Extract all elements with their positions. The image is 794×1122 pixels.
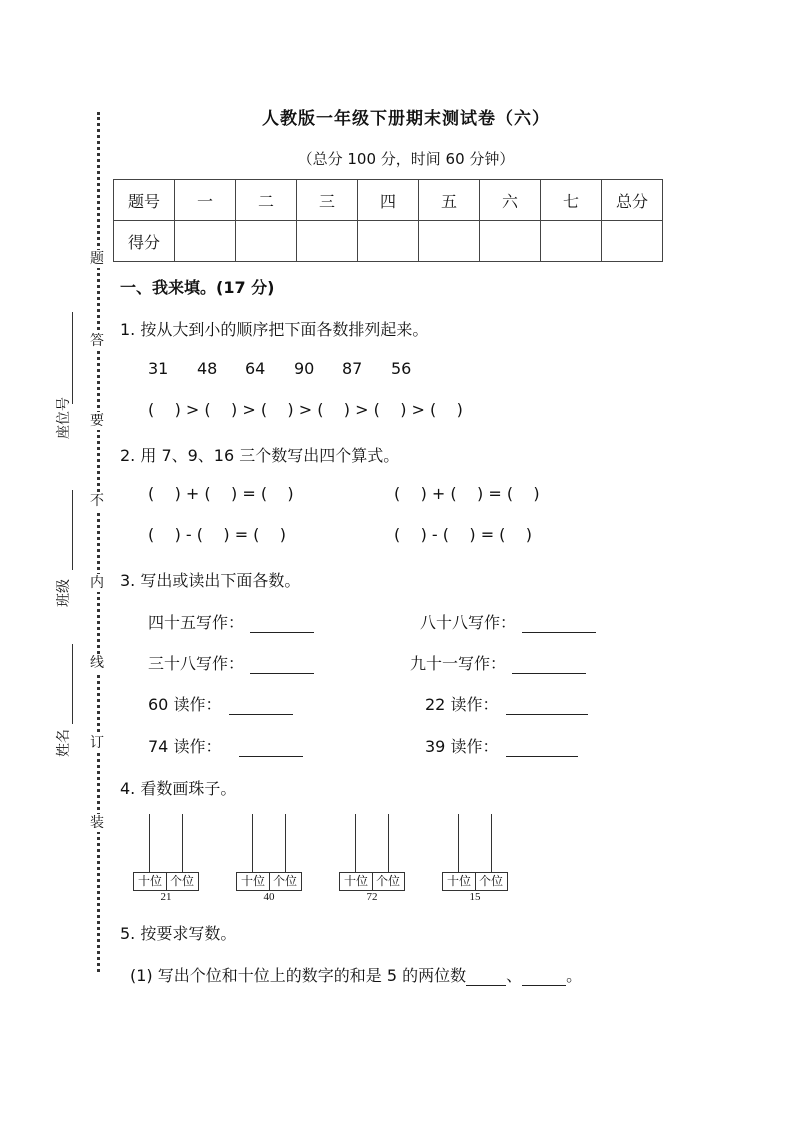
margin-char: 答 (86, 332, 108, 350)
margin-char: 装 (86, 814, 108, 832)
end-mark: 。 (566, 966, 583, 985)
answer-blank[interactable] (522, 613, 596, 633)
abacus-number: 72 (366, 891, 378, 903)
score-cell[interactable] (480, 221, 541, 262)
question-1-text: 1. 按从大到小的顺序把下面各数排列起来。 (120, 320, 429, 339)
header-cell: 总分 (602, 180, 663, 221)
subtraction-expression-2[interactable]: ( ) - ( ) = ( ) (394, 525, 533, 544)
item-label: 四十五写作： (148, 613, 245, 632)
tens-rod (149, 814, 150, 872)
header-cell: 题号 (114, 180, 175, 221)
margin-char: 不 (86, 492, 108, 510)
question-5-sub-1 (130, 963, 582, 986)
read-item (425, 692, 588, 715)
answer-blank[interactable] (250, 654, 314, 674)
tens-label: 十位 (236, 872, 270, 891)
addition-expression-1[interactable]: ( ) + ( ) = ( ) (148, 484, 294, 503)
question-2-text: 2. 用 7、9、16 三个数写出四个算式。 (120, 446, 400, 465)
ones-label: 个位 (269, 872, 302, 891)
tens-rod (252, 814, 253, 872)
tens-label: 十位 (133, 872, 167, 891)
score-cell[interactable] (358, 221, 419, 262)
margin-char: 要 (86, 412, 108, 430)
abacus-number: 15 (469, 891, 481, 903)
tens-rod (458, 814, 459, 872)
answer-blank[interactable] (512, 654, 586, 674)
score-cell[interactable] (602, 221, 663, 262)
header-cell: 五 (419, 180, 480, 221)
item-label: 60 读作： (148, 695, 222, 714)
ones-rod (491, 814, 492, 872)
ones-label: 个位 (166, 872, 199, 891)
item-label: 74 读作： (148, 737, 222, 756)
item-label: 22 读作： (425, 695, 499, 714)
number-56: 56 (391, 359, 412, 378)
question-4-text: 4. 看数画珠子。 (120, 779, 237, 798)
score-cell[interactable] (541, 221, 602, 262)
tens-rod (355, 814, 356, 872)
score-table (113, 179, 663, 262)
number-31: 31 (148, 359, 169, 378)
score-cell[interactable] (236, 221, 297, 262)
item-label: 三十八写作： (148, 654, 245, 673)
score-row-label: 得分 (114, 221, 175, 262)
write-item (420, 610, 596, 633)
margin-char: 线 (86, 654, 108, 672)
score-cell[interactable] (297, 221, 358, 262)
abacus[interactable] (442, 814, 508, 906)
binding-dotted-line (97, 112, 100, 972)
margin-char: 内 (86, 574, 108, 592)
name-line (72, 644, 73, 724)
page-subtitle: （总分 100 分，时间 60 分钟） (297, 150, 515, 168)
answer-blank[interactable] (466, 966, 506, 986)
header-cell: 六 (480, 180, 541, 221)
abacus[interactable] (133, 814, 199, 906)
item-label: 八十八写作： (420, 613, 517, 632)
question-3-text: 3. 写出或读出下面各数。 (120, 571, 301, 590)
answer-blank[interactable] (506, 737, 578, 757)
seat-number-line (72, 312, 73, 404)
write-item (410, 651, 586, 674)
page-title: 人教版一年级下册期末测试卷（六） (262, 109, 550, 129)
header-cell: 一 (175, 180, 236, 221)
answer-blank[interactable] (239, 737, 303, 757)
abacus-number: 21 (160, 891, 172, 903)
answer-blank[interactable] (250, 613, 314, 633)
ones-label: 个位 (372, 872, 405, 891)
score-table-score-row (114, 221, 663, 262)
ones-label: 个位 (475, 872, 508, 891)
number-48: 48 (197, 359, 218, 378)
class-line (72, 490, 73, 570)
subtraction-expression-1[interactable]: ( ) - ( ) = ( ) (148, 525, 287, 544)
sub-question-text: (1) 写出个位和十位上的数字的和是 5 的两位数 (130, 966, 467, 985)
ones-rod (182, 814, 183, 872)
order-answer-line[interactable]: ( ) > ( ) > ( ) > ( ) > ( ) > ( ) (148, 400, 463, 419)
section-heading: 一、我来填。(17 分) (120, 278, 275, 297)
answer-blank[interactable] (229, 695, 293, 715)
header-cell: 三 (297, 180, 358, 221)
abacus-number: 40 (263, 891, 275, 903)
seat-number-label: 座位号 (56, 397, 72, 439)
abacus[interactable] (236, 814, 302, 906)
answer-blank[interactable] (506, 695, 588, 715)
number-90: 90 (294, 359, 315, 378)
ones-rod (285, 814, 286, 872)
abacus[interactable] (339, 814, 405, 906)
score-cell[interactable] (419, 221, 480, 262)
header-cell: 七 (541, 180, 602, 221)
class-label: 班级 (56, 579, 72, 607)
write-item (148, 610, 314, 633)
item-label: 九十一写作： (410, 654, 507, 673)
separator: 、 (506, 966, 523, 985)
read-item (148, 692, 293, 715)
score-cell[interactable] (175, 221, 236, 262)
header-cell: 四 (358, 180, 419, 221)
answer-blank[interactable] (522, 966, 566, 986)
score-table-header-row (114, 180, 663, 221)
read-item (148, 734, 303, 757)
read-item (425, 734, 578, 757)
number-87: 87 (342, 359, 363, 378)
item-label: 39 读作： (425, 737, 499, 756)
addition-expression-2[interactable]: ( ) + ( ) = ( ) (394, 484, 540, 503)
margin-char: 题 (86, 250, 108, 268)
ones-rod (388, 814, 389, 872)
write-item (148, 651, 314, 674)
name-label: 姓名 (56, 729, 72, 757)
margin-char: 订 (86, 734, 108, 752)
question-5-text: 5. 按要求写数。 (120, 924, 237, 943)
header-cell: 二 (236, 180, 297, 221)
number-64: 64 (245, 359, 266, 378)
tens-label: 十位 (442, 872, 476, 891)
tens-label: 十位 (339, 872, 373, 891)
